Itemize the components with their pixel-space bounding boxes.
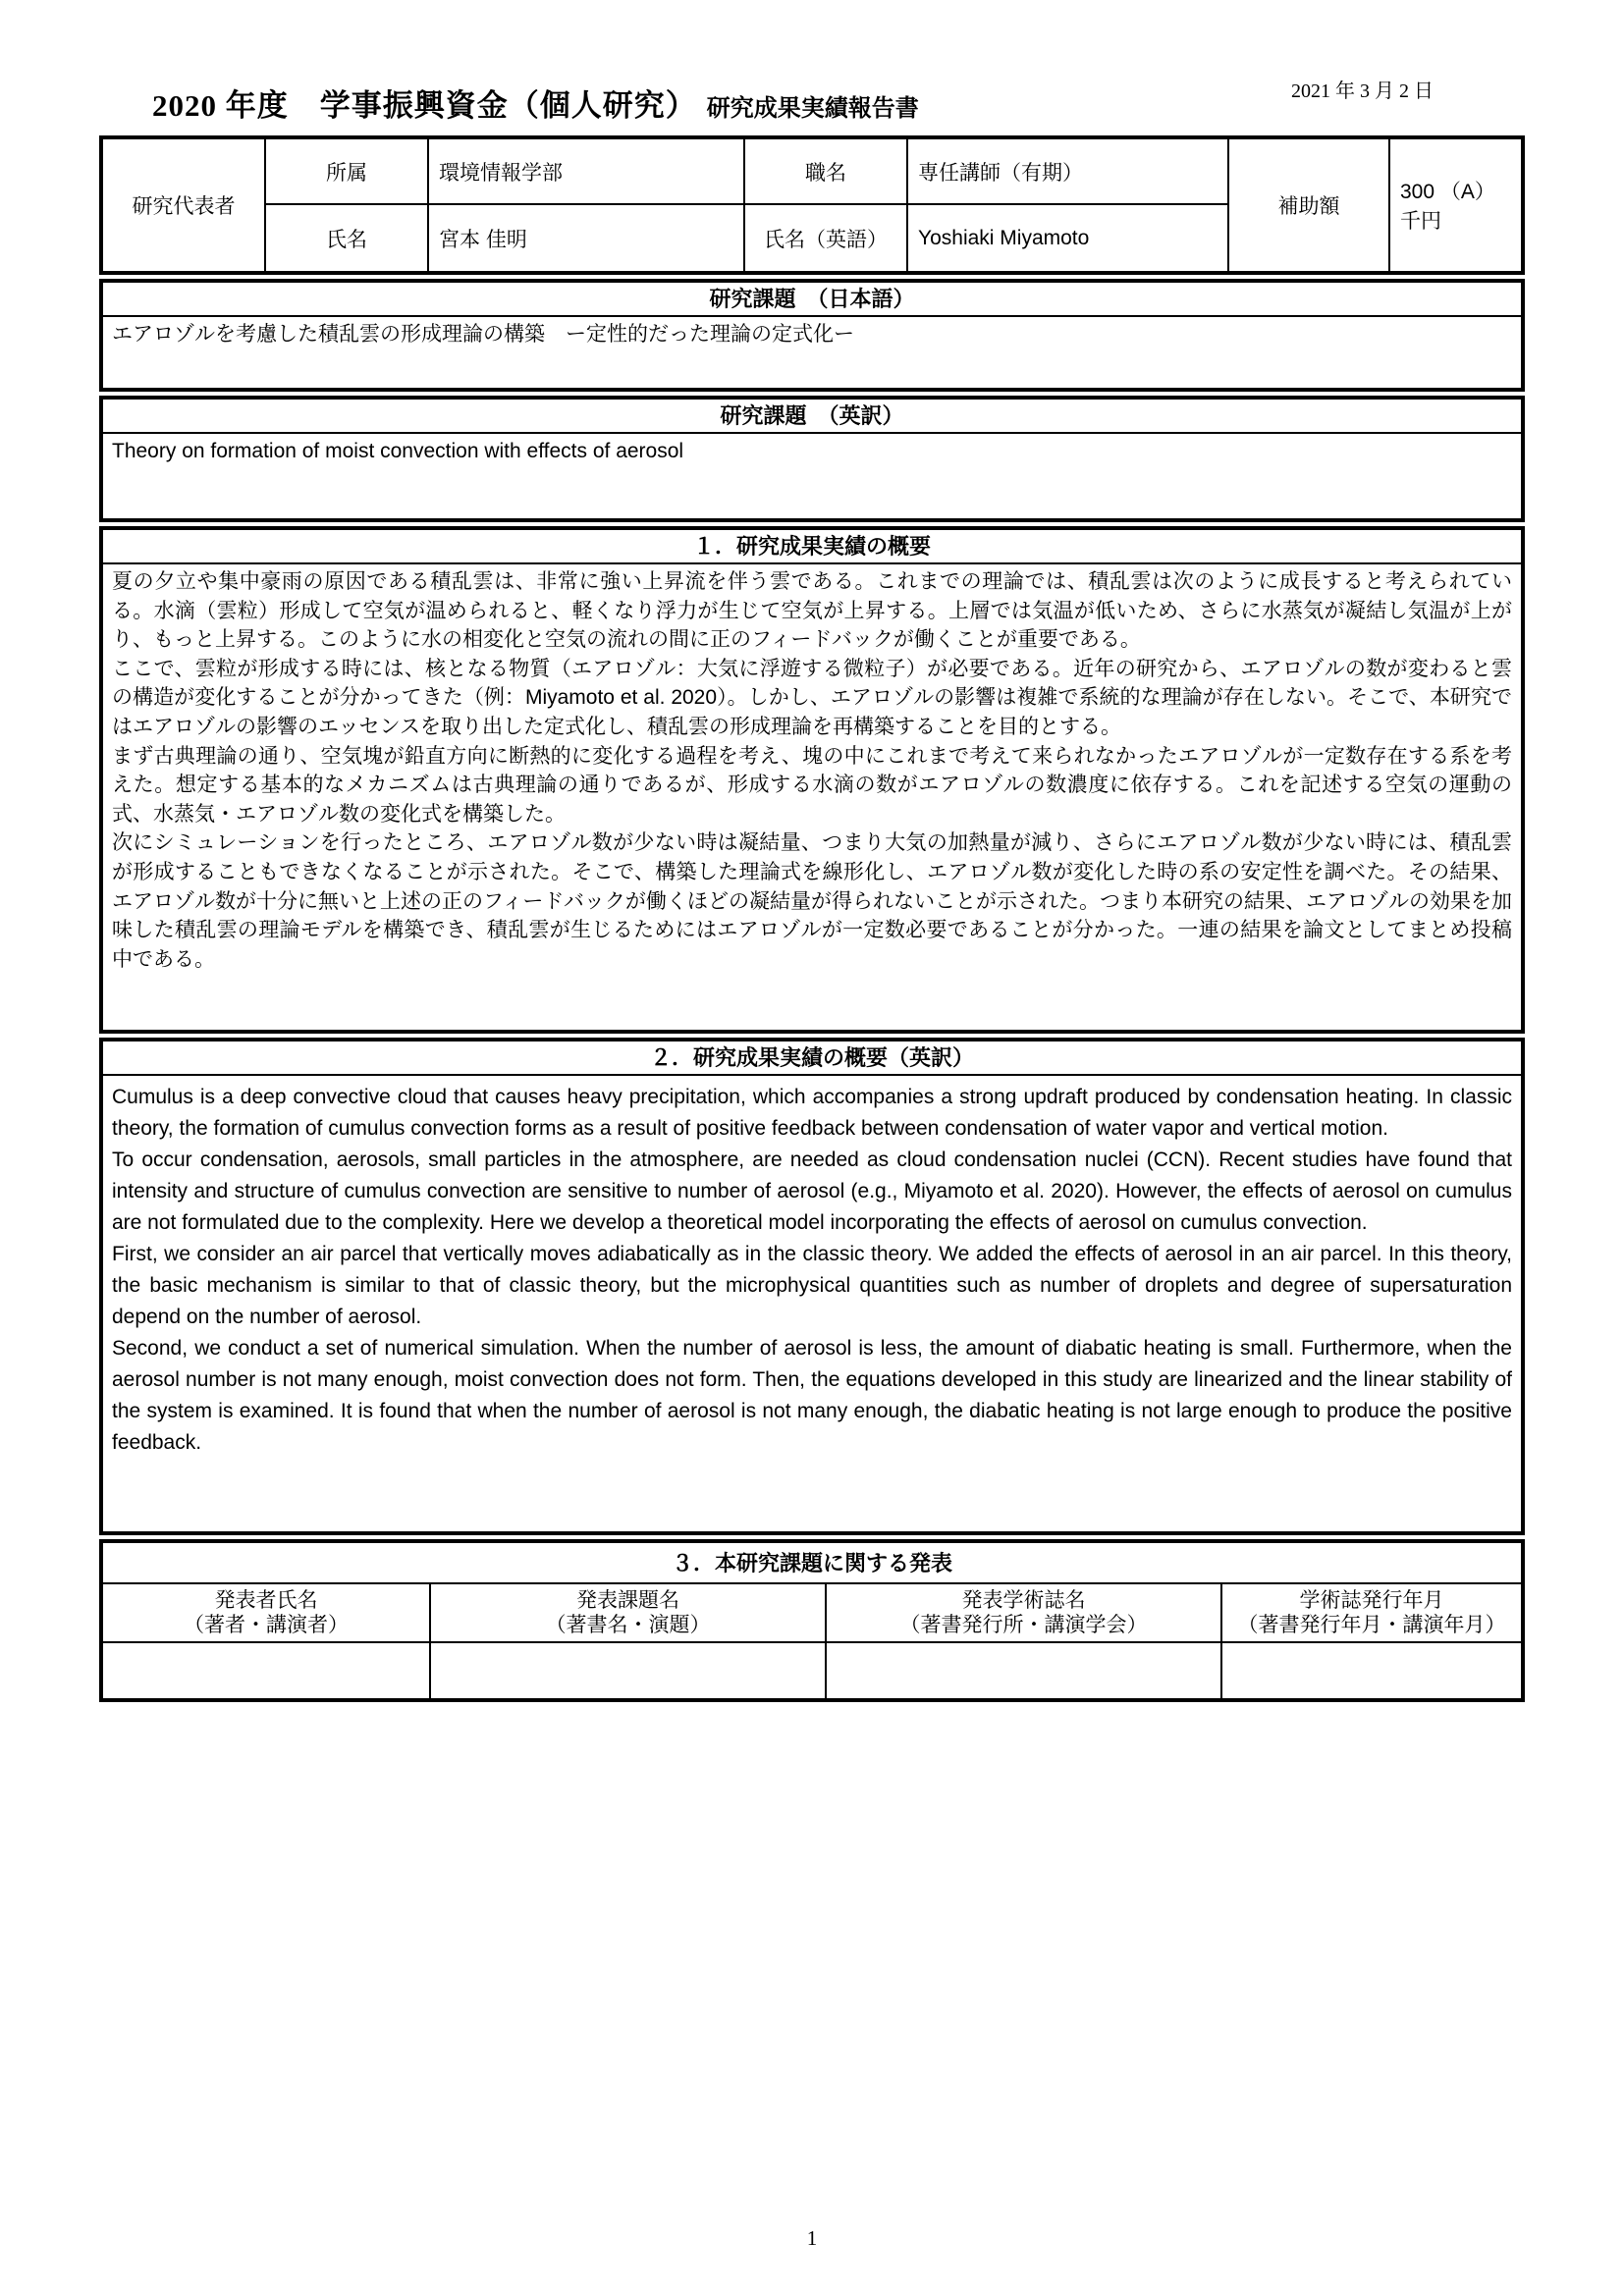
- document-date: 2021 年 3 月 2 日: [1291, 80, 1434, 102]
- col-header-line: （著書発行所・講演学会）: [899, 1614, 1148, 1636]
- summary-ja-header: １．研究成果実績の概要: [103, 530, 1521, 564]
- report-form: [99, 135, 1525, 1702]
- col-header-line: （著書発行年月・講演年月）: [1237, 1614, 1506, 1636]
- summary-en-paragraph: To occur condensation, aerosols, small particles in the atmosphere, are needed as cloud condensation nuclei (CCN). Recent studies have found that intensity and structure of cumulus convection are sensitive to number of aerosol (e.g., Miyamoto et al. 2020). However, the effects of aerosol on cumulus are not formulated due to the complexity. Here we develop a theoretical model incorporating the effects of aerosol on cumulus convection.: [112, 1148, 1512, 1234]
- summary-ja-body: [103, 564, 1521, 1030]
- topic-ja-header: 研究課題 （日本語）: [103, 283, 1521, 317]
- col-header-line: 学術誌発行年月: [1299, 1589, 1444, 1612]
- summary-ja-section: [99, 526, 1525, 1034]
- topic-en-body: Theory on formation of moist convection with effects of aerosol: [112, 440, 684, 462]
- rep-label: 研究代表者: [132, 195, 236, 218]
- col-header-date: [1220, 1584, 1521, 1643]
- name-en-label: 氏名（英語）: [743, 205, 906, 271]
- name-en-value: Yoshiaki Miyamoto: [906, 205, 1227, 271]
- col-header-line: （著者・講演者）: [184, 1614, 349, 1636]
- summary-en-section: [99, 1038, 1525, 1535]
- title-main: 2020 年度 学事振興資金（個人研究）: [152, 88, 697, 123]
- pub-cell-presenter: [103, 1643, 429, 1698]
- position-value: 専任講師（有期）: [906, 139, 1227, 205]
- document-title: [152, 80, 919, 125]
- position-label: 職名: [743, 139, 906, 205]
- affiliation-label: 所属: [264, 139, 427, 205]
- col-header-presenter: [103, 1584, 429, 1643]
- summary-ja-paragraph: 夏の夕立や集中豪雨の原因である積乱雲は、非常に強い上昇流を伴う雲である。これまでの理論では、積乱雲は次のように成長すると考えられている。水滴（雲粒）形成して空気が温められると、軽くなり浮力が生じて空気が上昇する。上層では気温が低いため、さらに水蒸気が凝結し気温が上がり、もっと上昇する。このように水の相変化と空気の流れの間に正のフィードバックが働くことが重要である。: [112, 570, 1512, 652]
- publications-table: [103, 1584, 1521, 1698]
- pub-cell-title: [429, 1643, 825, 1698]
- col-header-line: （著書名・演題）: [545, 1614, 711, 1636]
- topic-ja-section: [99, 279, 1525, 392]
- col-header-line: 発表課題名: [576, 1589, 679, 1612]
- page-number: 1: [806, 2226, 818, 2250]
- researcher-info-table: [99, 135, 1525, 275]
- subsidy-value: 300 （A） 千円: [1388, 139, 1521, 271]
- col-header-journal: [825, 1584, 1220, 1643]
- summary-en-paragraph: Cumulus is a deep convective cloud that causes heavy precipitation, which accompanies a strong updraft produced by condensation heating. In classic theory, the formation of cumulus convection forms as a result of positive feedback between condensation of water vapor and vertical motion.: [112, 1086, 1512, 1140]
- col-header-line: 発表者氏名: [214, 1589, 318, 1612]
- topic-ja-body: エアロゾルを考慮した積乱雲の形成理論の構築 ー定性的だった理論の定式化ー: [112, 323, 854, 346]
- affiliation-value: 環境情報学部: [427, 139, 743, 205]
- publications-header: ３．本研究課題に関する発表: [103, 1543, 1521, 1584]
- summary-en-paragraph: First, we consider an air parcel that vertically moves adiabatically as in the classic theory. We added the effects of aerosol in an air parcel. In this theory, the basic mechanism is similar to that of classic theory, but the microphysical quantities such as number of droplets and degree of supersaturation depend on the number of aerosol.: [112, 1243, 1512, 1328]
- title-sub: 研究成果実績報告書: [706, 95, 919, 122]
- publications-section: [99, 1539, 1525, 1702]
- pub-cell-journal: [825, 1643, 1220, 1698]
- summary-ja-paragraph: 次にシミュレーションを行ったところ、エアロゾル数が少ない時は凝結量、つまり大気の加熱量が減り、さらにエアロゾル数が少ない時には、積乱雲が形成することもできなくなることが示された。そこで、構築した理論式を線形化し、エアロゾル数が変化した時の系の安定性を調べた。その結果、エアロゾル数が十分に無いと上述の正のフィードバックが働くほどの凝結量が得られないことが示された。つまり本研究の結果、エアロゾルの効果を加味した積乱雲の理論モデルを構築でき、積乱雲が生じるためにはエアロゾルが一定数必要であることが分かった。一連の結果を論文としてまとめ投稿中である。: [112, 831, 1512, 971]
- subsidy-label: 補助額: [1227, 139, 1388, 271]
- summary-ja-paragraph: まず古典理論の通り、空気塊が鉛直方向に断熱的に変化する過程を考え、塊の中にこれまで考えて来られなかったエアロゾルが一定数存在する系を考えた。想定する基本的なメカニズムは古典理論の通りであるが、形成する水滴の数がエアロゾルの数濃度に依存する。これを記述する空気の運動の式、水蒸気・エアロゾル数の変化式を構築した。: [112, 744, 1512, 826]
- summary-en-body: [103, 1076, 1521, 1531]
- col-header-line: 発表学術誌名: [961, 1589, 1086, 1612]
- summary-en-paragraph: Second, we conduct a set of numerical simulation. When the number of aerosol is less, the amount of diabatic heating is small. Furthermore, when the aerosol number is not many enough, moist convection does not form. Then, the equations developed in this study are linearized and the linear stability of the system is examined. It is found that when the number of aerosol is not many enough, the diabatic heating is not large enough to produce the positive feedback.: [112, 1337, 1512, 1454]
- summary-ja-paragraph: ここで、雲粒が形成する時には、核となる物質（エアロゾル：大気に浮遊する微粒子）が必要である。近年の研究から、エアロゾルの数が変わると雲の構造が変化することが分かってきた（例：Miyamoto et al. 2020）。しかし、エアロゾルの影響は複雑で系統的な理論が存在しない。そこで、本研究ではエアロゾルの影響のエッセンスを取り出した定式化し、積乱雲の形成理論を再構築することを目的とする。: [112, 657, 1512, 738]
- topic-en-header: 研究課題 （英訳）: [103, 400, 1521, 434]
- pub-cell-date: [1220, 1643, 1521, 1698]
- name-label: 氏名: [264, 205, 427, 271]
- summary-en-header: ２．研究成果実績の概要（英訳）: [103, 1041, 1521, 1076]
- name-value: 宮本 佳明: [427, 205, 743, 271]
- col-header-title: [429, 1584, 825, 1643]
- topic-en-section: [99, 396, 1525, 522]
